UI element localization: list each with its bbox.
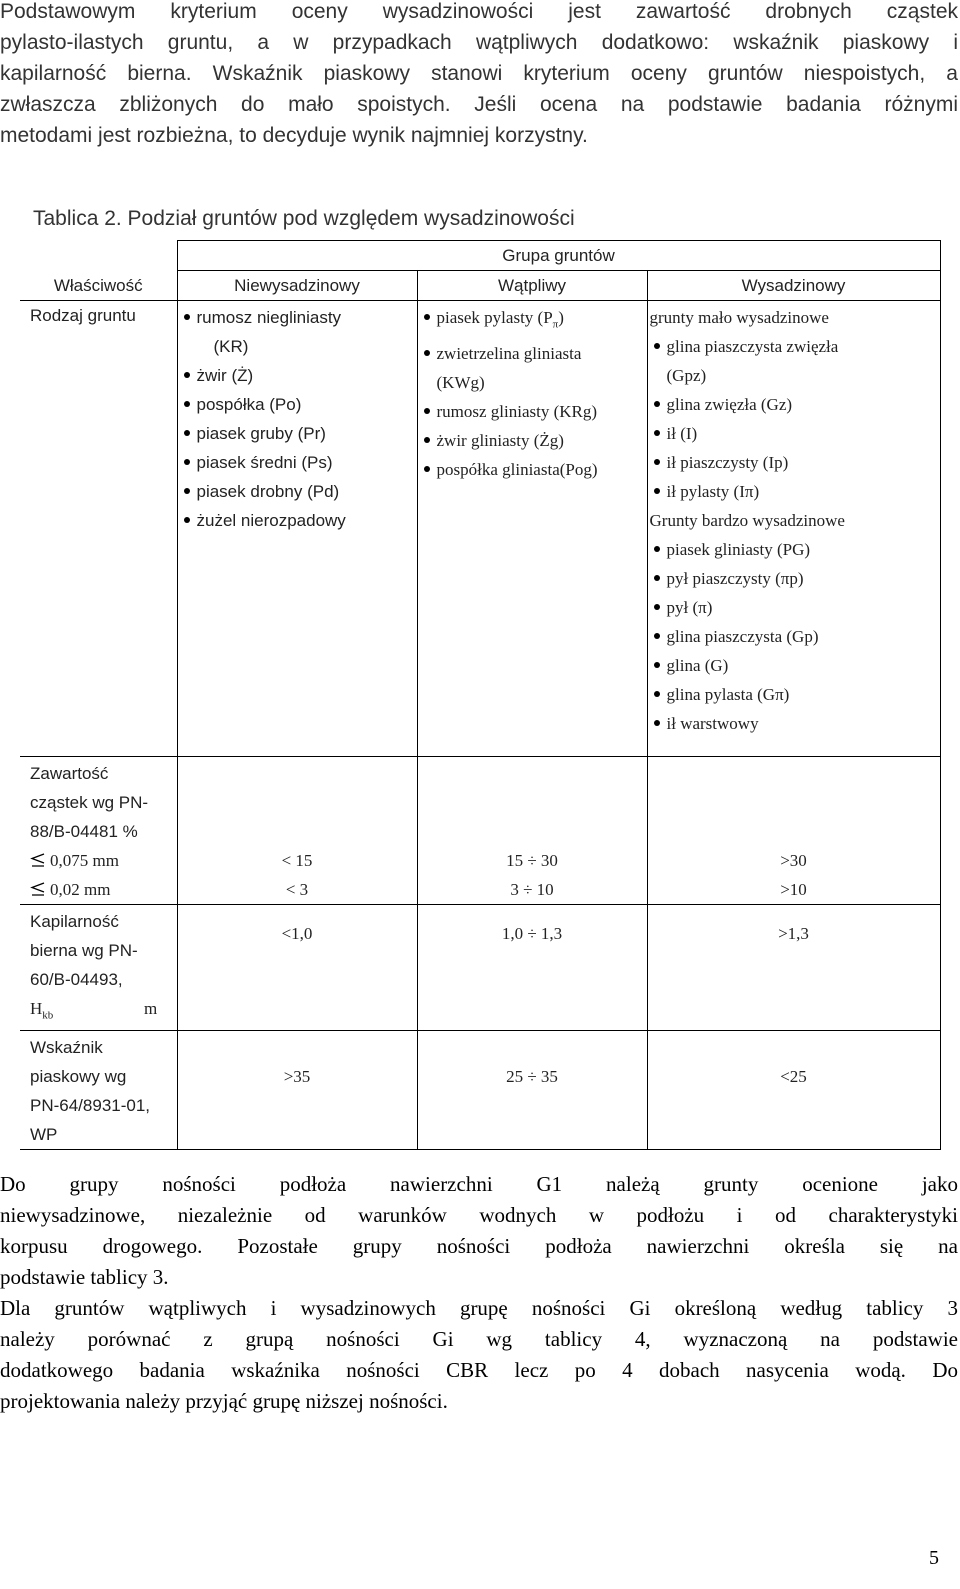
row-label-line: bierna wg PN-	[30, 941, 138, 960]
text-line: korpusu drogowego. Pozostałe grupy nośności podłoża nawierzchni określa się na	[0, 1234, 958, 1258]
bullet-icon	[424, 408, 430, 414]
list-item: rumosz niegliniasty	[178, 303, 417, 332]
bearing-group-paragraph	[0, 1169, 958, 1293]
text-line: zwłaszcza zbliżonych do mało spoistych. Jeśli ocena na podstawie badania różnymi	[0, 93, 958, 116]
bullet-icon	[654, 575, 660, 581]
bullet-icon	[654, 662, 660, 668]
list-item: glina pylasta (Gπ)	[648, 680, 940, 709]
intro-paragraph	[0, 0, 958, 151]
table-caption: Tablica 2. Podział gruntów pod względem wysadzinowości	[33, 207, 575, 230]
list-item: piasek gruby (Pr)	[178, 419, 417, 448]
bullet-icon	[184, 430, 190, 436]
list-item: (Gpz)	[666, 366, 707, 385]
bullet-icon	[424, 314, 430, 320]
bullet-icon	[184, 314, 190, 320]
capillarity-value-doubtful: 1,0 ÷ 1,3	[417, 905, 647, 1031]
list-item: pył (π)	[648, 593, 940, 622]
text-line: podstawie tablicy 3.	[0, 1265, 169, 1289]
row-label-line: WP	[30, 1125, 58, 1145]
bullet-icon	[184, 372, 190, 378]
bullet-icon	[654, 633, 660, 639]
particle-size-1: 0,075 mm	[30, 846, 177, 875]
list-item: żużel nierozpadowy	[178, 506, 417, 535]
text-line: Do grupy nośności podłoża nawierzchni G1 należą grunty ocenione jako	[0, 1172, 958, 1196]
list-item: (KWg)	[436, 373, 485, 393]
bullet-icon	[184, 517, 190, 523]
row-label-line: Wskaźnik	[30, 1038, 103, 1058]
bullet-icon	[654, 343, 660, 349]
list-item: piasek średni (Ps)	[178, 448, 417, 477]
list-item: żwir (Ż)	[178, 361, 417, 390]
list-item: glina (G)	[648, 651, 940, 680]
row-label-line: 60/B-04493,	[30, 970, 123, 989]
bullet-icon	[654, 459, 660, 465]
particle-values-doubtful: 15 ÷ 30 3 ÷ 10	[417, 757, 647, 905]
bullet-icon	[184, 459, 190, 465]
particle-values-frost: >30 >10	[647, 757, 940, 905]
particle-size-2: 0,02 mm	[30, 875, 177, 904]
bullet-icon	[654, 604, 660, 610]
row-label-line: PN-64/8931-01,	[30, 1096, 151, 1116]
property-header: Właściwość	[20, 271, 177, 301]
list-item: glina piaszczysta (Gp)	[648, 622, 940, 651]
bullet-icon	[654, 691, 660, 697]
row-label-line: cząstek wg PN-	[30, 793, 149, 812]
doubtful-soils-cell	[417, 301, 647, 757]
row-label-soil-type	[20, 301, 177, 757]
text-line: należy porównać z grupą nośności Gi wg tablicy 4, wyznaczoną na podstawie	[0, 1327, 958, 1351]
list-item: piasek gliniasty (PG)	[648, 535, 940, 564]
less-or-equal-icon	[30, 882, 46, 896]
bullet-icon	[424, 350, 430, 356]
list-item: ił piaszczysty (Ip)	[648, 448, 940, 477]
list-item: ił pylasty (Iπ)	[648, 477, 940, 506]
sand-index-non-frost: >35	[177, 1031, 417, 1150]
text-line: projektowania należy przyjąć grupę niższej nośności.	[0, 1389, 448, 1413]
row-label-particle-content	[20, 757, 177, 905]
text-line: metodami jest rozbieżna, to decyduje wynik najmniej korzystny.	[0, 124, 588, 147]
capillarity-symbol: $H_{kb}$ m	[30, 999, 158, 1022]
list-item: glina zwięzła (Gz)	[648, 390, 940, 419]
row-label-line: Kapilarność	[30, 912, 119, 931]
header-corner	[20, 241, 177, 271]
row-label-text: Rodzaj gruntu	[30, 306, 136, 325]
bullet-icon	[654, 430, 660, 436]
row-label-line: Zawartość	[30, 764, 109, 783]
list-heading: grunty mało wysadzinowe	[649, 308, 829, 327]
bullet-icon	[184, 401, 190, 407]
list-item: piasek pylasty $(P_\pi)$	[418, 303, 647, 339]
col-header-doubtful: Wątpliwy	[417, 271, 647, 301]
page-number: 5	[929, 1547, 939, 1569]
bullet-icon	[184, 488, 190, 494]
capillarity-value-frost: >1,3	[647, 905, 940, 1031]
list-item: ił warstwowy	[648, 709, 940, 738]
frost-soils-cell	[647, 301, 940, 757]
doubtful-soil-list	[418, 301, 647, 484]
text-line: kapilarność bierna. Wskaźnik piaskowy stanowi kryterium oceny gruntów niespoistych, a	[0, 62, 958, 85]
particle-values-non-frost: < 15 < 3	[177, 757, 417, 905]
list-item: żwir gliniasty (Żg)	[418, 426, 647, 455]
text-line: dodatkowego badania wskaźnika nośności CBR lecz po 4 dobach nasycenia wodą. Do	[0, 1358, 958, 1382]
list-item: ił (I)	[648, 419, 940, 448]
sand-index-doubtful: 25 ÷ 35	[417, 1031, 647, 1150]
list-item: pospółka gliniasta(Pog)	[418, 455, 647, 484]
capillarity-value-non-frost: <1,0	[177, 905, 417, 1031]
list-heading: Grunty bardzo wysadzinowe	[649, 511, 845, 530]
cbr-paragraph	[0, 1293, 958, 1417]
row-label-capillarity	[20, 905, 177, 1031]
list-item: glina piaszczysta zwięzła	[648, 332, 940, 361]
bullet-icon	[654, 488, 660, 494]
col-header-frost: Wysadzinowy	[647, 271, 940, 301]
bullet-icon	[654, 401, 660, 407]
text-line: Dla gruntów wątpliwych i wysadzinowych grupę nośności Gi określoną według tablicy 3	[0, 1296, 958, 1320]
col-header-non-frost: Niewysadzinowy	[177, 271, 417, 301]
non-frost-soil-list	[178, 301, 417, 535]
list-item: zwietrzelina gliniasta	[418, 339, 647, 368]
less-or-equal-icon	[30, 853, 46, 867]
text-line: Podstawowym kryterium oceny wysadzinowości jest zawartość drobnych cząstek	[0, 0, 958, 23]
list-item: piasek drobny (Pd)	[178, 477, 417, 506]
bullet-icon	[424, 466, 430, 472]
bullet-icon	[424, 437, 430, 443]
row-label-line: 88/B-04481 %	[30, 822, 138, 841]
frost-soil-list	[648, 301, 940, 738]
bullet-icon	[654, 720, 660, 726]
text-line: pylasto-ilastych gruntu, a w przypadkach wątpliwych dodatkowo: wskaźnik piaskowy i	[0, 31, 958, 54]
list-item: (KR)	[213, 337, 249, 356]
group-header: Grupa gruntów	[177, 241, 940, 271]
list-item: pył piaszczysty (πp)	[648, 564, 940, 593]
row-label-sand-index	[20, 1031, 177, 1150]
bullet-icon	[654, 546, 660, 552]
row-label-line: piaskowy wg	[30, 1067, 127, 1087]
non-frost-soils-cell	[177, 301, 417, 757]
list-item: rumosz gliniasty (KRg)	[418, 397, 647, 426]
sand-index-frost: <25	[647, 1031, 940, 1150]
text-line: niewysadzinowe, niezależnie od warunków wodnych w podłożu i od charakterystyki	[0, 1203, 958, 1227]
list-item: pospółka (Po)	[178, 390, 417, 419]
soil-classification-table	[20, 240, 941, 1150]
